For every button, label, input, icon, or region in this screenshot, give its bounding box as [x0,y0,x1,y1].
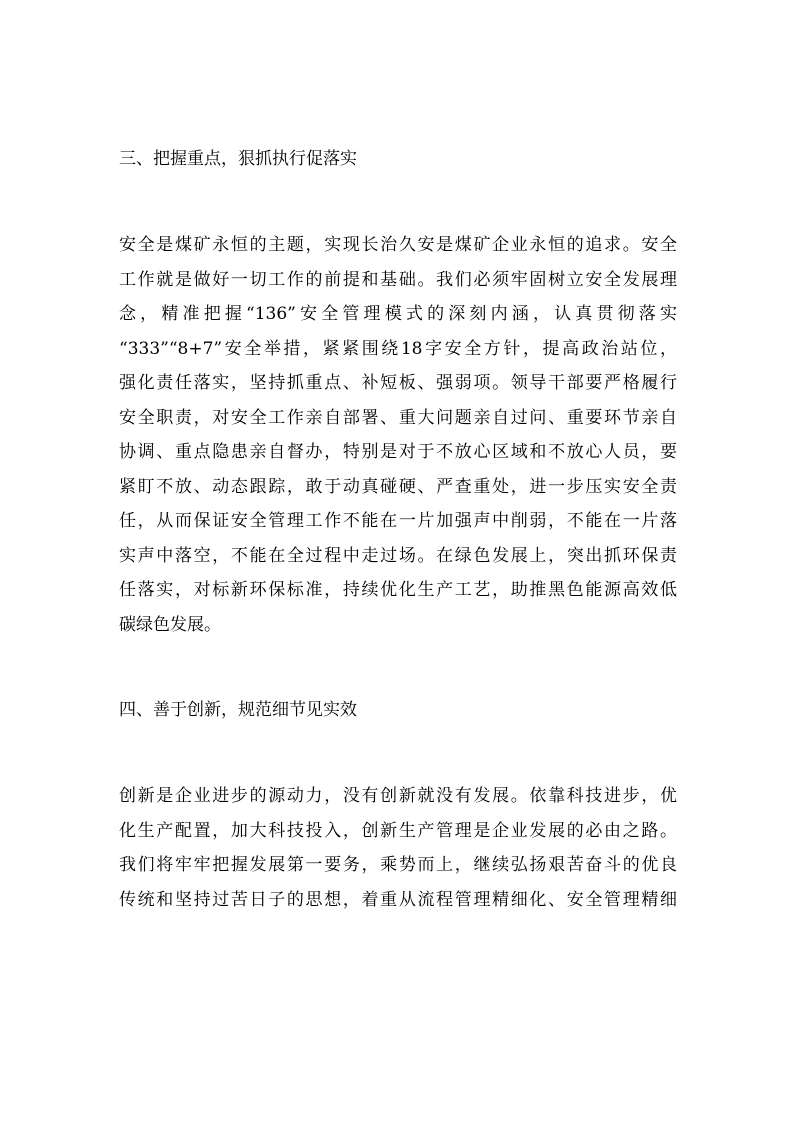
text-line: 任，从而保证安全管理工作不能在一片加强声中削弱，不能在一片落 [119,511,677,531]
spacer [119,727,677,779]
text-line: 传统和坚持过苦日子的思想，着重从流程管理精细化、安全管理精细 [119,889,677,910]
text-line: 我们将牢牢把握发展第一要务，乘势而上，继续弘扬艰苦奋斗的优良 [119,855,677,875]
section-heading-3: 三、把握重点，狠抓执行促落实 [119,149,357,169]
spacer [119,642,677,693]
spacer [119,176,677,228]
paragraph-innovation [119,779,677,917]
text-line: 工作就是做好一切工作的前提和基础。我们必须牢固树立安全发展理 [119,269,677,290]
text-line: 任落实，对标新环保标准，持续优化生产工艺，助推黑色能源高效低 [119,580,677,600]
paragraph-safety [119,228,677,642]
text-line: 碳绿色发展。 [119,614,221,635]
text-line: 安全是煤矿永恒的主题，实现长治久安是煤矿企业永恒的追求。安全 [119,235,677,255]
text-line: 创新是企业进步的源动力，没有创新就没有发展。依靠科技进步，优 [119,786,677,806]
text-line: 安全职责，对安全工作亲自部署、重大问题亲自过问、重要环节亲自 [119,407,677,428]
section-heading-4: 四、善于创新，规范细节见实效 [119,700,357,720]
text-line: 实声中落空，不能在全过程中走过场。在绿色发展上，突出抓环保责 [119,545,677,566]
document-body [119,142,677,917]
text-line: 念，精准把握“136”安全管理模式的深刻内涵，认真贯彻落实 [119,304,677,324]
text-line: “333”“8+7”安全举措，紧紧围绕18字安全方针，提高政治站位， [119,338,677,359]
text-line: 强化责任落实，坚持抓重点、补短板、强弱项。领导干部要严格履行 [119,373,677,393]
text-line: 协调、重点隐患亲自督办，特别是对于不放心区域和不放心人员，要 [119,442,677,462]
text-line: 紧盯不放、动态跟踪，敢于动真碰硬、严查重处，进一步压实安全责 [119,476,677,497]
text-line: 化生产配置，加大科技投入，创新生产管理是企业发展的必由之路。 [119,820,677,841]
